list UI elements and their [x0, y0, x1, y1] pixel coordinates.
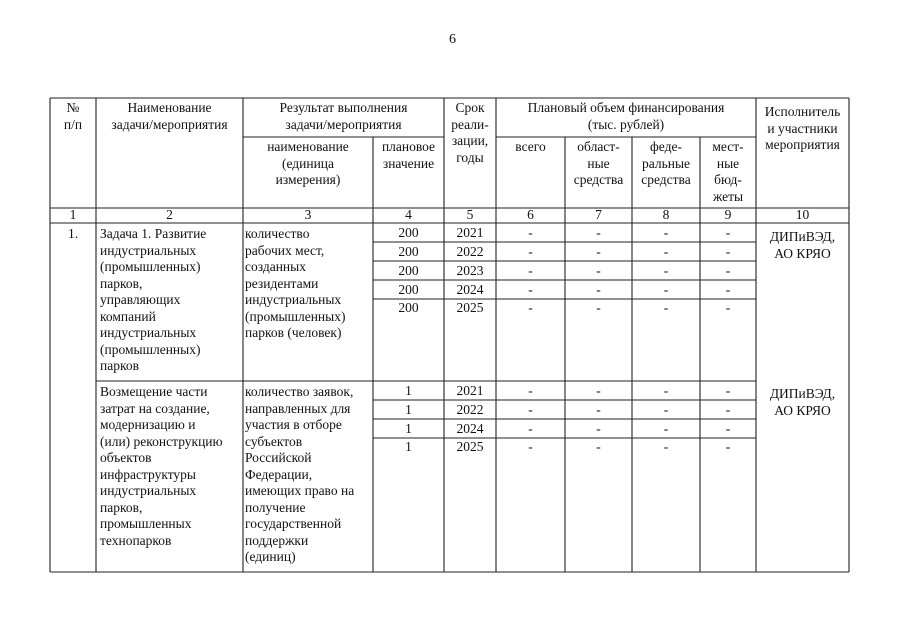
funding-local: -	[725, 244, 731, 259]
planned-value: 200	[398, 225, 419, 240]
funding-federal: -	[663, 402, 669, 417]
row-num: 1.	[67, 226, 79, 241]
funding-local: -	[725, 402, 731, 417]
col-number: 10	[795, 207, 810, 222]
funding-total: -	[528, 402, 533, 417]
year: 2024	[456, 421, 484, 436]
header-task-name: Наименование задачи/мероприятия	[111, 100, 228, 132]
col-number: 8	[662, 207, 670, 222]
funding-regional: -	[596, 282, 601, 297]
header-result-value: плановое значение	[381, 139, 436, 171]
header-num: № п/п	[63, 100, 83, 132]
funding-total: -	[528, 225, 533, 240]
header-executor: Исполнитель и участники мероприятия	[764, 104, 841, 152]
funding-regional: -	[596, 225, 601, 240]
task-description: Возмещение части затрат на создание, модернизацию и (или) реконструкцию объектов инфраструктуры индустриальных парков, промышленных технопарков	[100, 384, 223, 548]
year: 2021	[456, 225, 484, 240]
executor: ДИПиВЭД, АО КРЯО	[769, 386, 836, 418]
planned-value: 1	[405, 421, 412, 436]
funding-local: -	[725, 225, 731, 240]
funding-federal: -	[663, 244, 669, 259]
task-description: Задача 1. Развитие индустриальных (промышленных) парков, управляющих компаний индустриальных (промышленных) парков	[100, 226, 207, 373]
executor: ДИПиВЭД, АО КРЯО	[769, 229, 836, 261]
year: 2022	[456, 402, 484, 417]
funding-local: -	[725, 282, 731, 297]
planned-value: 200	[398, 300, 419, 315]
funding-total: -	[528, 263, 533, 278]
funding-regional: -	[596, 383, 601, 398]
funding-regional: -	[596, 402, 601, 417]
funding-federal: -	[663, 439, 669, 454]
planned-value: 1	[405, 383, 412, 398]
funding-total: -	[528, 282, 533, 297]
year: 2025	[456, 439, 484, 454]
funding-regional: -	[596, 263, 601, 278]
indicator-name: количество заявок, направленных для участия в отборе субъектов Российской Федерации, имеющих право на получение государственной поддержки (единиц)	[245, 384, 355, 564]
funding-local: -	[725, 439, 731, 454]
header-deadline: Срок реали- зации, годы	[451, 100, 489, 165]
funding-federal: -	[663, 263, 669, 278]
funding-local: -	[725, 300, 731, 315]
funding-federal: -	[663, 421, 669, 436]
page-number: 6	[449, 32, 456, 47]
col-number: 9	[724, 207, 732, 222]
planned-value: 1	[405, 402, 412, 417]
funding-regional: -	[596, 439, 601, 454]
col-number: 6	[527, 207, 534, 222]
header-total: всего	[515, 139, 546, 154]
funding-regional: -	[596, 244, 601, 259]
year: 2024	[456, 282, 484, 297]
header-federal: феде- ральные средства	[641, 139, 691, 187]
planned-value: 200	[398, 263, 419, 278]
col-number: 2	[166, 207, 173, 222]
planned-value: 200	[398, 244, 419, 259]
funding-total: -	[528, 421, 533, 436]
header-result-name: наименование (единица измерения)	[267, 139, 349, 187]
funding-regional: -	[596, 300, 601, 315]
col-number: 4	[405, 207, 412, 222]
year: 2022	[456, 244, 484, 259]
funding-federal: -	[663, 300, 669, 315]
header-regional: област- ные средства	[573, 139, 624, 187]
header-local: мест- ные бюд- жеты	[712, 139, 744, 204]
funding-federal: -	[663, 282, 669, 297]
col-number: 7	[595, 207, 602, 222]
col-number: 1	[69, 207, 77, 222]
planned-value: 1	[405, 439, 412, 454]
indicator-name: количество рабочих мест, созданных резидентами индустриальных (промышленных) парков (человек)	[245, 226, 346, 340]
funding-federal: -	[663, 383, 669, 398]
header-funding: Плановый объем финансирования (тыс. рублей)	[527, 100, 725, 132]
year: 2021	[456, 383, 484, 398]
funding-total: -	[528, 383, 533, 398]
col-number: 3	[304, 207, 312, 222]
funding-local: -	[725, 263, 731, 278]
funding-total: -	[528, 439, 533, 454]
funding-total: -	[528, 300, 533, 315]
year: 2025	[456, 300, 484, 315]
funding-regional: -	[596, 421, 601, 436]
col-number: 5	[466, 207, 474, 222]
header-result: Результат выполнения задачи/мероприятия	[279, 100, 408, 132]
funding-local: -	[725, 421, 731, 436]
funding-local: -	[725, 383, 731, 398]
planned-value: 200	[398, 282, 419, 297]
funding-total: -	[528, 244, 533, 259]
funding-federal: -	[663, 225, 669, 240]
year: 2023	[456, 263, 484, 278]
